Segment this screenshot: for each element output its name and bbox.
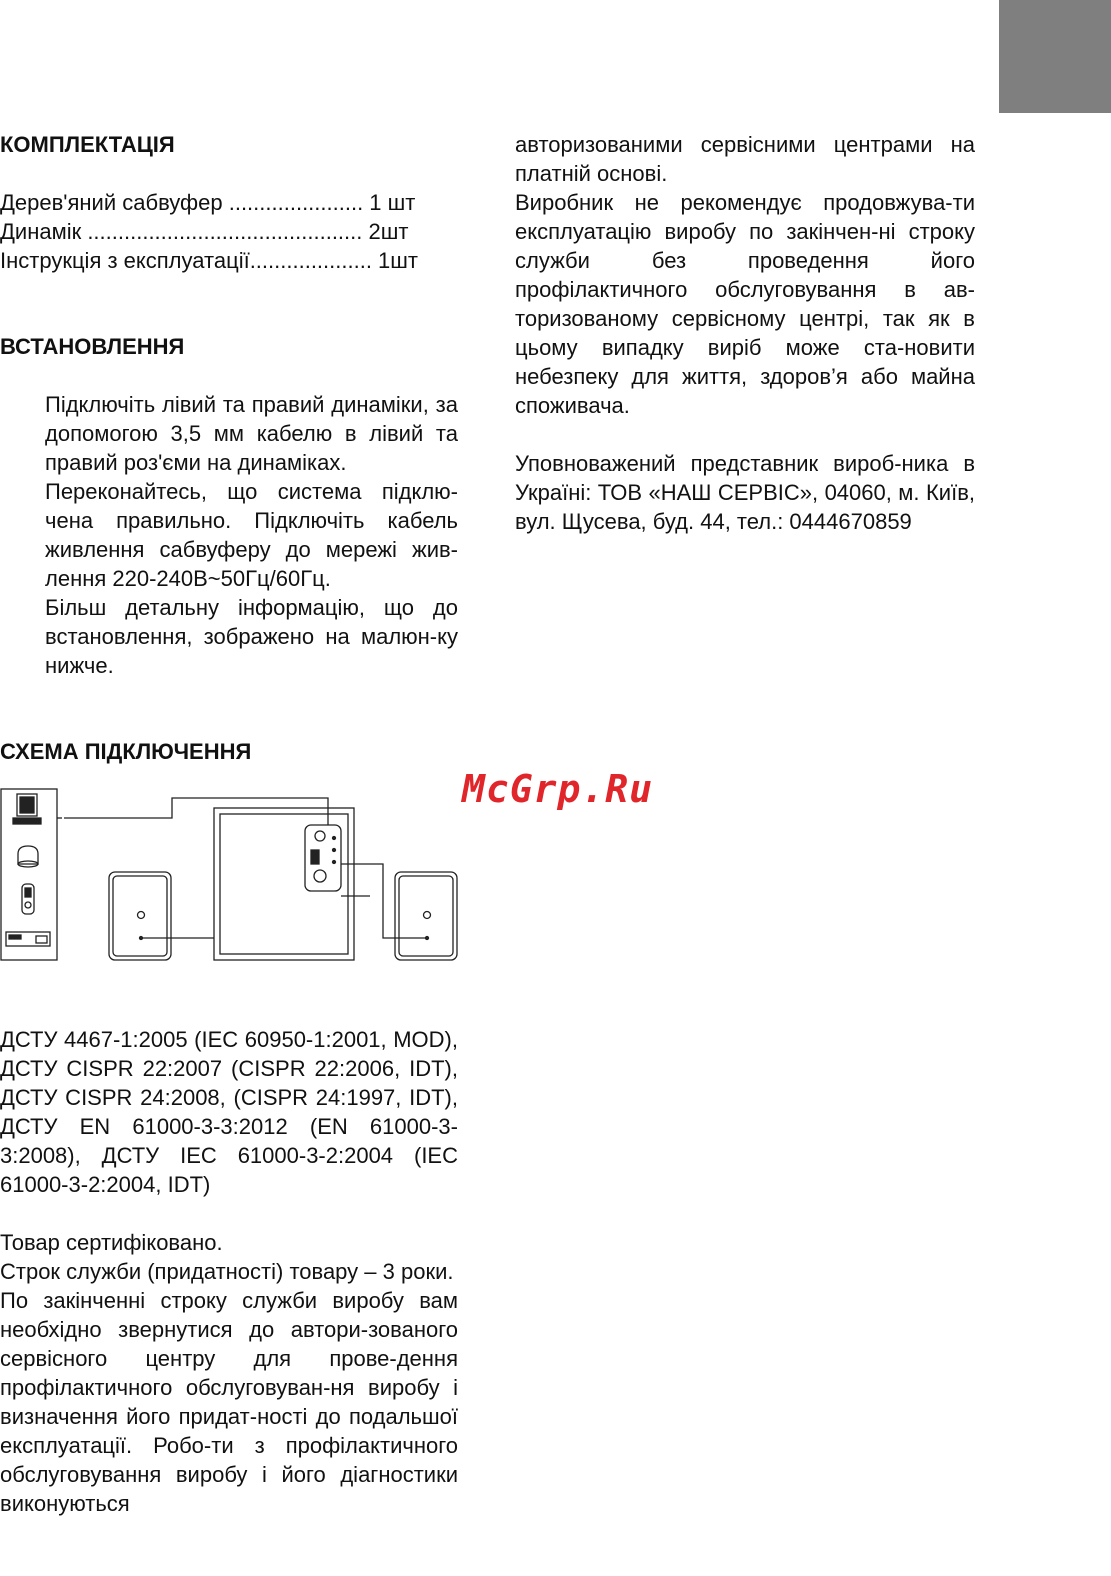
kit-heading: КОМПЛЕКТАЦІЯ: [0, 132, 175, 157]
page-tab-marker: [999, 0, 1111, 113]
install-paragraph: Переконайтесь, що система підклю-чена правильно. Підключіть кабель живлення сабвуферу до мережі жив-лення 220-240В~50Гц/60Гц.: [45, 479, 458, 591]
left-column: [0, 130, 458, 766]
source-panel-frame: [1, 789, 57, 960]
power-switch: [311, 850, 319, 864]
right-speaker: [395, 872, 457, 960]
continuation-text: авторизованими сервісними центрами на платній основі.: [515, 132, 975, 186]
install-heading: ВСТАНОВЛЕННЯ: [0, 334, 185, 359]
install-paragraph: Більш детальну інформацію, що до встановлення, зображено на малюн-ку нижче.: [45, 595, 458, 678]
kit-item-subwoofer: Дерев'яний сабвуфер ...................... 1 шт: [0, 190, 416, 215]
representative-text: Уповноважений представник вироб-ника в Україні: ТОВ «НАШ СЕРВІС», 04060, м. Київ, вул. Щусева, буд. 44, тел.: 0444670859: [515, 451, 975, 534]
mp3-player-icon: [22, 884, 34, 914]
source-devices-panel: [1, 789, 57, 960]
certified-text: Товар сертифіковано.: [0, 1230, 223, 1255]
watermark-logo: McGrp.Ru: [462, 767, 654, 811]
right-column: [515, 130, 975, 536]
cd-player-icon: [18, 846, 38, 867]
subwoofer: [214, 808, 354, 960]
tuner-icon: [6, 932, 50, 946]
after-service-life-text: По закінченні строку служби виробу вам необхідно звернутися до автори-зованого сервісного центру для прове-дення профілактичного обслуговуван-ня виробу і визначення його придат-ності до подальшої експлуатації. Робо-ти з профілактичного обслуговування виробу і його діагностики виконуються: [0, 1288, 458, 1516]
input-cable: [64, 798, 328, 836]
service-life-text: Строк служби (придатності) товару – 3 роки.: [0, 1259, 454, 1284]
connection-diagram: [0, 788, 470, 968]
standards-text: ДСТУ 4467-1:2005 (IEC 60950-1:2001, MOD), ДСТУ CISPR 22:2007 (CISPR 22:2006, IDT), ДСТУ CISPR 24:2008, (CISPR 24:1997, IDT), ДСТУ EN 61000-3-3:2012 (EN 61000-3-3:2008), ДСТУ IEC 61000-3-2:2004 (IEC 61000-3-2:2004, IDT): [0, 1027, 458, 1197]
warning-text: Виробник не рекомендує продовжува-ти експлуатацію виробу по закінчен-ні строку служби без проведення його профілактичного обслуговування в ав-торизованому сервісному центрі, так як в цьому випадку виріб може ста-новити небезпеку для життя, здоров’я або майна споживача.: [515, 190, 975, 418]
scheme-heading: СХЕМА ПІДКЛЮЧЕННЯ: [0, 739, 252, 764]
kit-item-manual: Інструкція з експлуатації.................... 1шт: [0, 248, 419, 273]
install-paragraph: Підключіть лівий та правий динаміки, за допомогою 3,5 мм кабелю в лівий та правий роз'єми на динаміках.: [45, 392, 458, 475]
left-speaker: [109, 872, 171, 960]
kit-item-speaker: Динамік ............................................. 2шт: [0, 219, 409, 244]
left-column-lower: [0, 1025, 458, 1518]
computer-icon: [13, 794, 41, 824]
install-text: [0, 390, 458, 680]
